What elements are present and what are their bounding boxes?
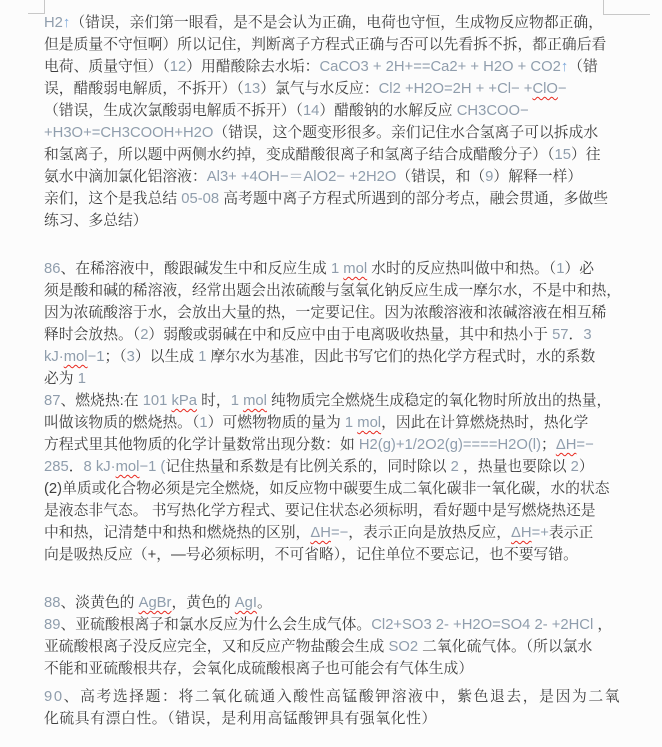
text-segment: （错误，和（	[396, 169, 486, 185]
text-segment: 纯物质完全燃烧生成稳定的氧化物时所放出的热量，	[266, 393, 612, 409]
text-segment: ）氯气与水反应：	[260, 81, 379, 97]
text-segment: ）以生成	[134, 349, 199, 365]
text-segment: 不能和亚硫酸根共存，会氧化成硫酸根离子也可能会有气体生成）	[44, 661, 474, 677]
text-segment: 89	[44, 617, 61, 633]
text-line	[44, 368, 622, 390]
text-segment: 记住热量和系数是有比例关系的，同时除以	[165, 459, 451, 475]
spellcheck-flagged-text: kPa	[171, 393, 197, 409]
text-segment: 87	[44, 393, 61, 409]
text-segment: 、高考选择题：将二氧化硫通入酸性高锰酸钾溶液中，紫色退去，是因为二氧	[63, 689, 622, 705]
text-segment: 9	[485, 169, 494, 185]
text-line	[44, 56, 622, 78]
text-line	[44, 636, 622, 658]
text-segment: ．	[68, 459, 84, 475]
text-segment: ）必	[564, 261, 595, 277]
text-segment: −1	[87, 349, 105, 365]
text-segment: Al3+ +4OH−＝AlO2− +2H2O	[206, 169, 397, 185]
text-segment: 亚硫酸根离子没反应完全，又和反应产物盐酸会生成	[44, 639, 389, 655]
text-segment: 1	[556, 261, 565, 277]
text-segment: ）解释一样）	[493, 169, 583, 185]
text-segment: 方程式里其他物质的化学计量数常出现分数：如	[44, 437, 359, 453]
text-line	[44, 100, 622, 122]
text-line	[44, 544, 622, 566]
text-segment: 15	[554, 147, 571, 163]
text-line	[44, 280, 622, 302]
text-line	[44, 144, 622, 166]
text-segment: 285	[44, 459, 69, 475]
spellcheck-flagged-text: mol	[343, 261, 368, 277]
spellcheck-flagged-text: mol	[357, 415, 382, 431]
text-segment: 3	[126, 349, 135, 365]
text-line	[44, 122, 622, 144]
text-segment: CaCO3 + 2H+==Ca2+ + H2O + CO2	[319, 59, 561, 75]
spellcheck-flagged-text: mol	[243, 393, 267, 409]
text-line	[44, 78, 622, 100]
text-segment: (2)单质或化合物必须是完全燃烧，如反应物中碳要生成二氧化碳非一氧化碳，水的状态	[44, 481, 610, 497]
text-block	[44, 12, 622, 730]
text-segment: 必为	[44, 371, 78, 387]
text-segment: 13	[243, 81, 261, 97]
text-segment: 1	[77, 371, 86, 387]
text-segment: 叫做该物质的燃烧热。（	[44, 415, 200, 431]
text-segment: 须是酸和碱的稀溶液，经常出题会出浓硫酸与氢氧化钠反应生成一摩尔水，不是中和热，	[44, 283, 622, 299]
text-segment: 亲们，这个是我总结	[44, 191, 182, 207]
text-segment: 2	[450, 459, 459, 475]
text-line	[44, 12, 622, 34]
text-segment: 101	[142, 393, 172, 409]
text-segment: ，黄色的	[171, 595, 235, 611]
text-line	[44, 500, 622, 522]
text-segment: 90	[44, 689, 64, 705]
paragraph-87	[44, 390, 622, 566]
text-segment: −1 (	[139, 459, 166, 475]
text-line	[44, 188, 622, 210]
text-segment: （错误，亲们第一眼看，是不是会认为正确，电荷也守恒，生成物反应物都正确，	[70, 15, 604, 31]
text-segment: 1	[199, 415, 208, 431]
text-segment: 、亚硫酸根离子和氯水反应为什么会生成气体。	[60, 617, 372, 633]
text-line	[44, 412, 622, 434]
text-segment: 8 kJ·	[83, 459, 116, 475]
text-segment: ，因此在计算燃烧热时，热化学	[381, 415, 589, 431]
text-line	[44, 166, 622, 188]
text-line	[44, 708, 622, 730]
text-segment: 3	[583, 327, 592, 343]
text-segment: 因为浓硫酸溶于水，会放出大量的热，一定要记住。因为浓酸溶液和浓碱溶液在相互稀	[44, 305, 607, 321]
text-segment: ）可燃物物质的量为	[207, 415, 345, 431]
spellcheck-flagged-text: mol	[63, 349, 88, 365]
text-segment: ，表示正向是放热反应，	[348, 525, 512, 541]
text-line	[44, 346, 622, 368]
text-segment: H2	[44, 15, 63, 31]
text-segment: −	[557, 81, 567, 97]
text-line	[44, 258, 622, 280]
text-segment: 和氢离子，所以题中两侧水约掉，变成醋酸很离子和氢离子结合成醋酸分子）（	[44, 147, 555, 163]
text-segment: =−	[576, 437, 594, 453]
text-line	[44, 210, 622, 232]
text-segment: 。	[257, 595, 272, 611]
text-segment: 05-08	[181, 191, 220, 207]
spellcheck-flagged-text: ΔH	[310, 525, 331, 541]
text-segment: ，	[593, 617, 613, 633]
spellcheck-flagged-text: ClO	[532, 81, 558, 97]
text-segment: CH3COO−	[456, 103, 529, 119]
text-line	[44, 324, 622, 346]
text-line	[44, 34, 622, 56]
text-segment: 但是质量不守恒啊）所以记住，判断离子方程式正确与否可以先看拆不拆，都正确后看	[44, 37, 607, 53]
text-segment: Cl2+SO3 2- +H2O=SO4 2- +2HCl	[371, 617, 594, 633]
text-segment: 88	[44, 595, 61, 611]
text-segment: 2	[570, 459, 579, 475]
text-segment: ）用醋酸除去水垢：	[186, 59, 320, 75]
text-segment: 1	[344, 415, 358, 431]
paragraph-86	[44, 258, 622, 390]
text-segment: 向是吸热反应（+，—号必须标明，不可省略），记住单位不要忘记，也不要写错。	[44, 547, 578, 563]
text-segment: Cl2 +H2O=2H + +Cl− +	[378, 81, 533, 97]
text-segment: =−	[330, 525, 349, 541]
spellcheck-flagged-text: ΔH	[555, 437, 577, 453]
text-segment: ．	[568, 327, 584, 343]
spellcheck-flagged-text: AgBr	[138, 595, 172, 611]
text-segment: +H3O+=CH3COOH+H2O	[44, 125, 214, 141]
text-segment: （错误，生成次氯酸弱电解质不拆开）（	[44, 103, 303, 119]
text-segment: （错	[568, 59, 598, 75]
text-line	[44, 478, 622, 500]
paragraph-intro-continued	[44, 12, 622, 232]
gas-arrow-glyph: ↑	[62, 15, 71, 31]
text-segment: 表示正	[548, 525, 594, 541]
text-segment: 练习、多总结）	[44, 213, 148, 229]
text-segment: 14	[302, 103, 320, 119]
text-line	[44, 434, 622, 456]
text-line	[44, 302, 622, 324]
text-segment: 、淡黄色的	[60, 595, 139, 611]
spellcheck-flagged-text: ΔH	[511, 525, 532, 541]
text-segment: 1	[230, 393, 244, 409]
page-corner-mark-top-left	[28, 0, 45, 14]
text-segment: ）往	[570, 147, 601, 163]
text-segment: 12	[169, 59, 187, 75]
gas-arrow-glyph: ↑	[560, 59, 569, 75]
text-segment: 化硫具有漂白性。（错误，是利用高锰酸钾具有强氧化性）	[44, 711, 437, 727]
text-segment: kJ·	[44, 349, 64, 365]
text-segment: 时，	[197, 393, 231, 409]
text-segment: 是液态非气态。 书写热化学方程式、要记住状态必须标明，看好题中是写燃烧热还是	[44, 503, 596, 519]
text-line	[44, 686, 622, 708]
text-segment: 2	[140, 327, 149, 343]
text-segment: （错误，这个题变形很多。亲们记住水合氢离子可以拆成水	[213, 125, 599, 141]
paragraph-89	[44, 614, 622, 680]
text-segment: ；（	[104, 349, 127, 365]
text-segment: ）弱酸或弱碱在中和反应中由于电离吸收热量，其中和热小于	[148, 327, 553, 343]
text-segment: 水时的反应热叫做中和热。（	[367, 261, 557, 277]
text-segment: 误，醋酸弱电解质，不拆开）（	[44, 81, 244, 97]
text-segment: ）醋酸钠的水解反应	[319, 103, 457, 119]
text-segment: 摩尔水为基准，因此书写它们的热化学方程式时，水的系数	[206, 349, 596, 365]
text-segment: ，热量也要除以	[458, 459, 571, 475]
paragraph-88	[44, 592, 622, 614]
text-segment: 86	[44, 261, 61, 277]
text-segment: SO2	[388, 639, 419, 655]
text-segment: 、在稀溶液中，酸跟碱发生中和反应生成	[60, 261, 331, 277]
text-line	[44, 456, 622, 478]
text-segment: 高考题中离子方程式所遇到的部分考点，融会贯通，多做些	[219, 191, 608, 207]
text-segment: 57	[552, 327, 569, 343]
text-line	[44, 522, 622, 544]
text-line	[44, 658, 622, 680]
text-line	[44, 390, 622, 412]
text-segment: 释时会放热。（	[44, 327, 141, 343]
text-segment: 中和热，记清楚中和热和燃烧热的区别，	[44, 525, 311, 541]
text-segment: 1	[330, 261, 344, 277]
spellcheck-flagged-text: mol	[115, 459, 140, 475]
spellcheck-flagged-text: AgI	[234, 595, 258, 611]
text-segment: 氨水中滴加氯化铝溶液：	[44, 169, 207, 185]
paragraph-90	[44, 686, 622, 730]
text-segment: ；	[541, 437, 556, 453]
text-segment: 1	[198, 349, 207, 365]
text-segment: ）	[578, 459, 594, 475]
text-segment: 、燃烧热:在	[60, 393, 143, 409]
text-segment: H2(g)+1/2O2(g)====H2O(l)	[358, 437, 542, 453]
text-line	[44, 592, 622, 614]
text-segment: =+	[531, 525, 549, 541]
text-line	[44, 614, 622, 636]
text-segment: 电荷、质量守恒）（	[44, 59, 170, 75]
text-segment: 二氧化硫气体。（所以氯水	[418, 639, 593, 655]
